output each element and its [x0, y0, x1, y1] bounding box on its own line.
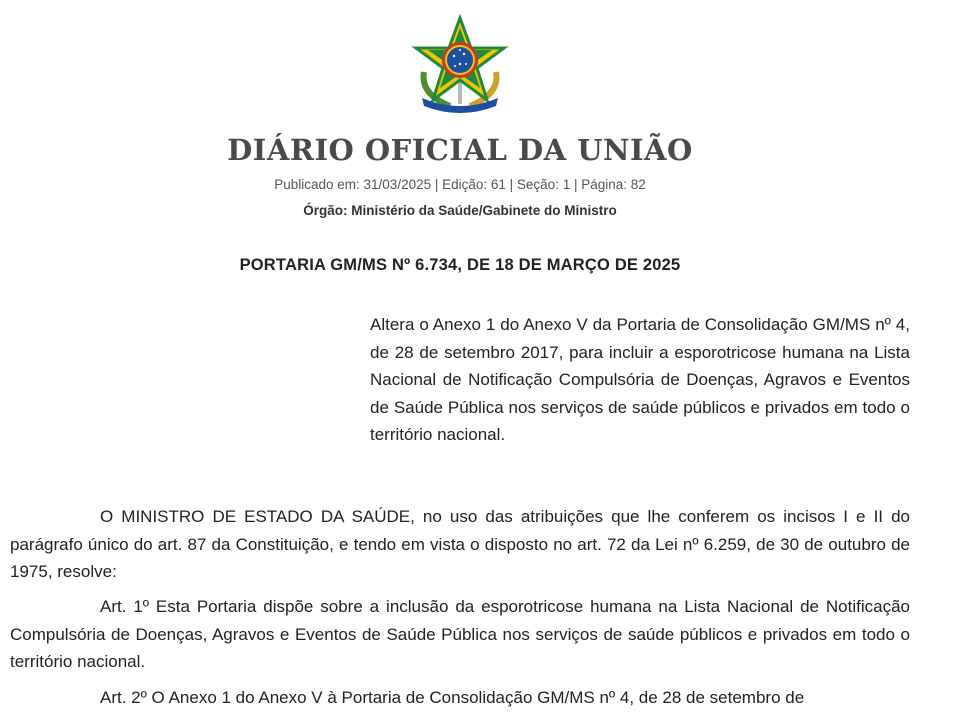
- orgao-label: Órgão: Ministério da Saúde/Gabinete do Ministro: [303, 203, 617, 218]
- article-1-paragraph: Art. 1º Esta Portaria dispõe sobre a inclusão da esporotricose humana na Lista Nacional de Notificação Compulsória de Doenças, Agravos e Eventos de Saúde Pública nos serviços de saúde públicos e privados em todo o território nacional.: [10, 597, 910, 671]
- preamble-paragraph: O MINISTRO DE ESTADO DA SAÚDE, no uso das atribuições que lhe conferem os incisos I e II do parágrafo único do art. 87 da Constituição, e tendo em vista o disposto no art. 72 da Lei nº 6.259, de 30 de outubro de 1975, resolve:: [10, 507, 910, 581]
- publication-info: Publicado em: 31/03/2025 | Edição: 61 | Seção: 1 | Página: 82: [274, 177, 646, 192]
- masthead-title: DIÁRIO OFICIAL DA UNIÃO: [227, 133, 693, 167]
- ementa-text: Altera o Anexo 1 do Anexo V da Portaria de Consolidação GM/MS nº 4, de 28 de setembro 2017, para incluir a esporotricose humana na Lista Nacional de Notificação Compulsória de Doenças, Agravos e Eventos de Saúde Pública nos serviços de saúde públicos e privados em todo o território nacional.: [370, 315, 910, 444]
- portaria-title: PORTARIA GM/MS Nº 6.734, DE 18 DE MARÇO DE 2025: [239, 256, 681, 274]
- brazil-coat-of-arms-icon: [410, 14, 510, 114]
- article-2-paragraph: Art. 2º O Anexo 1 do Anexo V à Portaria de Consolidação GM/MS nº 4, de 28 de setembro de: [100, 688, 805, 707]
